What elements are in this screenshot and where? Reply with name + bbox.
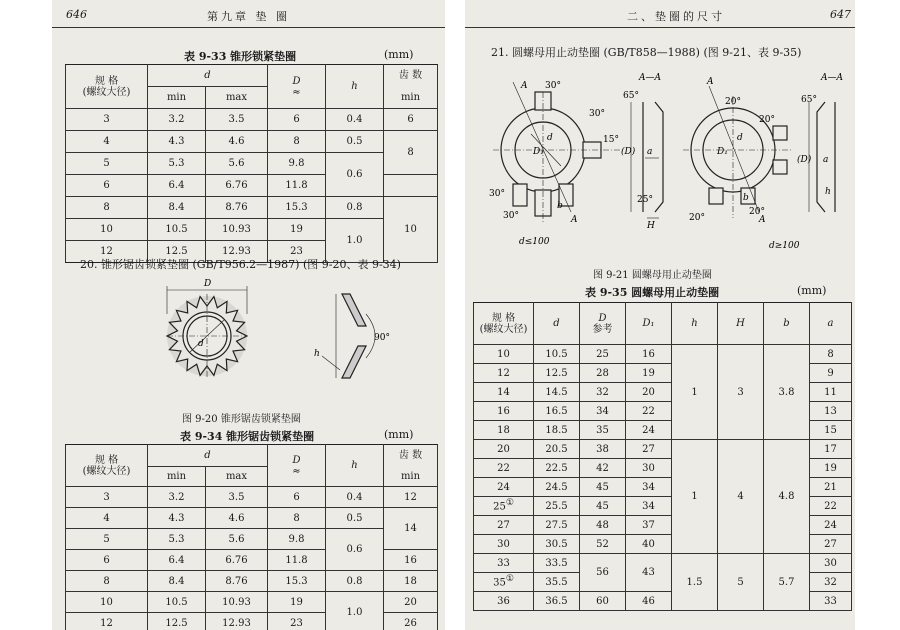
cell-min: 5.3 [148, 529, 206, 550]
cell-D: 48 [580, 516, 626, 535]
cell-D1: 30 [626, 459, 672, 478]
cell-teeth: 8 [384, 131, 438, 175]
cell-D: 35 [580, 421, 626, 440]
table-9-35-unit: (mm) [797, 284, 827, 297]
cell-spec: 12 [474, 364, 534, 383]
angle-20: 20° [759, 115, 775, 125]
left-page [52, 0, 445, 630]
right-page [465, 0, 855, 630]
cell-D: 6 [268, 487, 326, 508]
cell-a: 9 [810, 364, 852, 383]
cell-teeth: 20 [384, 592, 438, 613]
washer-top-view [167, 286, 247, 378]
cell-D1: 40 [626, 535, 672, 554]
header-cell: d [534, 303, 580, 345]
header-title: 二、垫圈的尺寸 [627, 10, 725, 23]
cell-spec: 6 [66, 175, 148, 197]
cell-spec: 22 [474, 459, 534, 478]
cell-spec: 35① [474, 573, 534, 592]
cell-max: 10.93 [206, 219, 268, 241]
header-cell: D₁ [626, 303, 672, 345]
header-cell: min [384, 467, 438, 487]
header-cell: h [326, 65, 384, 109]
cell-h: 0.4 [326, 487, 384, 508]
label-D: (D) [797, 155, 812, 165]
figure-9-20-caption: 图 9-20 锥形锯齿锁紧垫圈 [182, 414, 301, 425]
cell-spec: 3 [66, 109, 148, 131]
table-9-33-caption: 表 9-33 锥形锁紧垫圈 [184, 50, 297, 63]
cell-a: 32 [810, 573, 852, 592]
cell-max: 8.76 [206, 197, 268, 219]
label-d: d [198, 339, 204, 349]
label-angle: 90° [374, 333, 390, 343]
cell-spec: 20 [474, 440, 534, 459]
cell-spec: 4 [66, 508, 148, 529]
cell-spec: 33 [474, 554, 534, 573]
header-cell: 规 格 (螺纹大径) [66, 445, 148, 487]
page-number: 646 [66, 8, 87, 21]
table-row [474, 554, 852, 573]
cell-d: 12.5 [534, 364, 580, 383]
cell-min: 4.3 [148, 131, 206, 153]
cell-teeth [384, 175, 438, 197]
cell-D: 8 [268, 508, 326, 529]
table-row [66, 197, 438, 219]
cell-max: 5.6 [206, 153, 268, 175]
cell-d: 33.5 [534, 554, 580, 573]
page-number: 647 [830, 8, 851, 21]
cell-min: 10.5 [148, 219, 206, 241]
angle-25: 25° [637, 195, 653, 205]
section-21-title: 21. 圆螺母用止动垫圈 (GB/T858—1988) (图 9-21、表 9-35) [491, 46, 802, 59]
angle-30: 30° [545, 81, 561, 91]
cell-a: 33 [810, 592, 852, 611]
cell-b: 5.7 [764, 554, 810, 611]
cell-D1: 34 [626, 478, 672, 497]
cell-spec: 36 [474, 592, 534, 611]
cell-H: 3 [718, 345, 764, 440]
angle-20: 20° [749, 207, 765, 217]
cell-D1: 34 [626, 497, 672, 516]
label-D: D [204, 279, 212, 289]
cell-D1: 19 [626, 364, 672, 383]
label-D1: D₁ [717, 147, 728, 157]
cell-a: 13 [810, 402, 852, 421]
cell-max: 10.93 [206, 592, 268, 613]
angle-30: 30° [489, 189, 505, 199]
cell-D: 34 [580, 402, 626, 421]
cell-spec: 27 [474, 516, 534, 535]
angle-20: 20° [725, 97, 741, 107]
cell-a: 21 [810, 478, 852, 497]
cell-h: 1.0 [326, 592, 384, 630]
cell-max: 3.5 [206, 109, 268, 131]
label-a: a [647, 147, 653, 157]
cell-a: 30 [810, 554, 852, 573]
cell-spec: 24 [474, 478, 534, 497]
table-9-35-caption: 表 9-35 圆螺母用止动垫圈 [585, 286, 720, 299]
cell-spec: 4 [66, 131, 148, 153]
header-title: 第九章 垫 圈 [207, 10, 290, 23]
label-A: A [707, 77, 714, 87]
cell-D1: 24 [626, 421, 672, 440]
cell-max: 12.93 [206, 613, 268, 630]
header-cell: d [148, 65, 268, 87]
cell-H: 5 [718, 554, 764, 611]
header-cell: D ≈ [268, 445, 326, 487]
header-cell: 齿 数 [384, 65, 438, 87]
cell-spec: 12 [66, 241, 148, 263]
cell-spec: 25① [474, 497, 534, 516]
table-9-33 [65, 64, 438, 263]
cell-spec: 12 [66, 613, 148, 630]
table-9-34-caption: 表 9-34 锥形锯齿锁紧垫圈 [180, 430, 315, 443]
cell-d: 35.5 [534, 573, 580, 592]
cell-d: 14.5 [534, 383, 580, 402]
washer-large-section [809, 102, 835, 212]
angle-15: 15° [603, 135, 619, 145]
table-row [66, 571, 438, 592]
cell-d: 10.5 [534, 345, 580, 364]
angle-65: 65° [623, 91, 639, 101]
cell-max: 4.6 [206, 131, 268, 153]
label-b: b [743, 193, 749, 203]
cell-h: 0.5 [326, 508, 384, 529]
cell-D: 19 [268, 592, 326, 613]
table-9-34-unit: (mm) [384, 428, 414, 441]
footnote-marker: ① [505, 574, 514, 585]
cell-min: 5.3 [148, 153, 206, 175]
cell-D: 28 [580, 364, 626, 383]
header-cell: a [810, 303, 852, 345]
cell-max: 4.6 [206, 508, 268, 529]
cell-D: 8 [268, 131, 326, 153]
cell-spec: 18 [474, 421, 534, 440]
cell-a: 24 [810, 516, 852, 535]
cell-h: 0.4 [326, 109, 384, 131]
left-page-header [52, 8, 445, 28]
label-H: H [647, 221, 655, 231]
table-row [66, 153, 438, 175]
label-h: h [314, 349, 320, 359]
cell-D1: 22 [626, 402, 672, 421]
header-rule [465, 27, 855, 28]
cell-D1: 27 [626, 440, 672, 459]
cell-D: 23 [268, 241, 326, 263]
angle-65: 65° [801, 95, 817, 105]
cell-h: 1.0 [326, 219, 384, 263]
label-D1: D₁ [533, 147, 544, 157]
cell-spec: 5 [66, 153, 148, 175]
cell-h: 0.6 [326, 529, 384, 571]
cell-a: 17 [810, 440, 852, 459]
cell-min: 4.3 [148, 508, 206, 529]
section-20-title: 20. 锥形锯齿锁紧垫圈 (GB/T956.2—1987) (图 9-20、表 9-34) [80, 258, 401, 271]
cell-d: 18.5 [534, 421, 580, 440]
cell-D: 11.8 [268, 175, 326, 197]
cell-h: 1.5 [672, 554, 718, 611]
angle-20: 20° [689, 213, 705, 223]
header-cell: min [148, 467, 206, 487]
cell-D: 42 [580, 459, 626, 478]
cell-h: 0.6 [326, 153, 384, 197]
section-AA: A—A [639, 73, 661, 83]
cell-h: 1 [672, 440, 718, 554]
cell-spec: 5 [66, 529, 148, 550]
cell-b: 3.8 [764, 345, 810, 440]
cell-h: 1 [672, 345, 718, 440]
label-A: A [521, 81, 528, 91]
cell-min: 6.4 [148, 175, 206, 197]
cell-spec: 3 [66, 487, 148, 508]
cell-spec: 6 [66, 550, 148, 571]
cell-D: 11.8 [268, 550, 326, 571]
table-9-35 [473, 302, 852, 611]
right-page-header [465, 8, 855, 28]
header-cell: min [148, 87, 206, 109]
table-row [66, 219, 438, 241]
cell-max: 5.6 [206, 529, 268, 550]
cell-spec: 10 [66, 592, 148, 613]
label-d: d [737, 133, 743, 143]
cell-H: 4 [718, 440, 764, 554]
cell-D: 45 [580, 478, 626, 497]
label-D: (D) [621, 147, 636, 157]
cell-D: 23 [268, 613, 326, 630]
cell-d: 36.5 [534, 592, 580, 611]
label-b: b [557, 201, 563, 211]
cell-b: 4.8 [764, 440, 810, 554]
cell-D: 9.8 [268, 529, 326, 550]
figure-9-21-caption: 图 9-21 圆螺母用止动垫圈 [593, 270, 712, 281]
header-cell: max [206, 87, 268, 109]
cell-teeth: 26 [384, 613, 438, 630]
cell-d: 24.5 [534, 478, 580, 497]
table-row [474, 345, 852, 364]
table-row [66, 487, 438, 508]
cell-a: 27 [810, 535, 852, 554]
cell-D: 45 [580, 497, 626, 516]
cell-spec: 8 [66, 571, 148, 592]
cell-d: 16.5 [534, 402, 580, 421]
cell-D: 15.3 [268, 197, 326, 219]
cell-D: 6 [268, 109, 326, 131]
cell-teeth: 10 [384, 197, 438, 263]
header-cell: min [384, 87, 438, 109]
cell-max: 6.76 [206, 550, 268, 571]
cell-min: 6.4 [148, 550, 206, 571]
cell-spec: 8 [66, 197, 148, 219]
label-h: h [825, 187, 831, 197]
cell-D1: 20 [626, 383, 672, 402]
header-cell: D ≈ [268, 65, 326, 109]
figure-9-21 [473, 62, 853, 262]
header-cell: D 参考 [580, 303, 626, 345]
cell-max: 6.76 [206, 175, 268, 197]
figure-9-20 [152, 274, 392, 394]
cell-d: 25.5 [534, 497, 580, 516]
cell-D1: 46 [626, 592, 672, 611]
header-rule [52, 27, 445, 28]
cell-d: 20.5 [534, 440, 580, 459]
cell-min: 3.2 [148, 109, 206, 131]
cell-D: 56 [580, 554, 626, 592]
cell-h: 0.8 [326, 571, 384, 592]
cell-D: 9.8 [268, 153, 326, 175]
cell-teeth: 18 [384, 571, 438, 592]
cell-D: 60 [580, 592, 626, 611]
cell-min: 12.5 [148, 241, 206, 263]
angle-30: 30° [589, 109, 605, 119]
table-9-33-unit: (mm) [384, 48, 414, 61]
header-cell: d [148, 445, 268, 467]
cell-min: 8.4 [148, 571, 206, 592]
washer-side-view [322, 294, 375, 378]
label-A: A [759, 215, 766, 225]
header-cell: 齿 数 [384, 445, 438, 467]
cell-D: 38 [580, 440, 626, 459]
cell-a: 22 [810, 497, 852, 516]
angle-30: 30° [503, 211, 519, 221]
cell-spec: 16 [474, 402, 534, 421]
cell-a: 11 [810, 383, 852, 402]
cell-spec: 10 [474, 345, 534, 364]
section-AA: A—A [821, 73, 843, 83]
header-cell: h [672, 303, 718, 345]
cell-spec: 10 [66, 219, 148, 241]
sub-right-label: d≥100 [769, 241, 800, 251]
cell-h: 0.8 [326, 197, 384, 219]
label-A: A [571, 215, 578, 225]
label-a: a [823, 155, 829, 165]
cell-D: 15.3 [268, 571, 326, 592]
header-cell: b [764, 303, 810, 345]
table-9-34 [65, 444, 438, 630]
cell-max: 12.93 [206, 241, 268, 263]
header-cell: H [718, 303, 764, 345]
table-row [474, 440, 852, 459]
cell-d: 27.5 [534, 516, 580, 535]
cell-max: 8.76 [206, 571, 268, 592]
cell-teeth: 14 [384, 508, 438, 550]
header-cell: 规 格 (螺纹大径) [474, 303, 534, 345]
cell-h: 0.5 [326, 131, 384, 153]
cell-teeth: 16 [384, 550, 438, 571]
cell-D1: 37 [626, 516, 672, 535]
cell-min: 10.5 [148, 592, 206, 613]
cell-D1: 43 [626, 554, 672, 592]
table-row [66, 508, 438, 529]
cell-D1: 16 [626, 345, 672, 364]
header-cell: 规 格 (螺纹大径) [66, 65, 148, 109]
cell-a: 19 [810, 459, 852, 478]
cell-d: 30.5 [534, 535, 580, 554]
cell-D: 32 [580, 383, 626, 402]
table-row [66, 131, 438, 153]
cell-min: 3.2 [148, 487, 206, 508]
sub-left-label: d≤100 [519, 237, 550, 247]
table-row [66, 109, 438, 131]
cell-teeth: 12 [384, 487, 438, 508]
label-d: d [547, 133, 553, 143]
table-row [66, 529, 438, 550]
cell-max: 3.5 [206, 487, 268, 508]
cell-a: 15 [810, 421, 852, 440]
cell-D: 19 [268, 219, 326, 241]
cell-D: 52 [580, 535, 626, 554]
cell-a: 8 [810, 345, 852, 364]
cell-spec: 30 [474, 535, 534, 554]
cell-spec: 14 [474, 383, 534, 402]
header-cell: max [206, 467, 268, 487]
cell-min: 8.4 [148, 197, 206, 219]
cell-min: 12.5 [148, 613, 206, 630]
cell-teeth: 6 [384, 109, 438, 131]
cell-d: 22.5 [534, 459, 580, 478]
table-row [66, 592, 438, 613]
header-cell: h [326, 445, 384, 487]
footnote-marker: ① [505, 498, 514, 509]
cell-D: 25 [580, 345, 626, 364]
